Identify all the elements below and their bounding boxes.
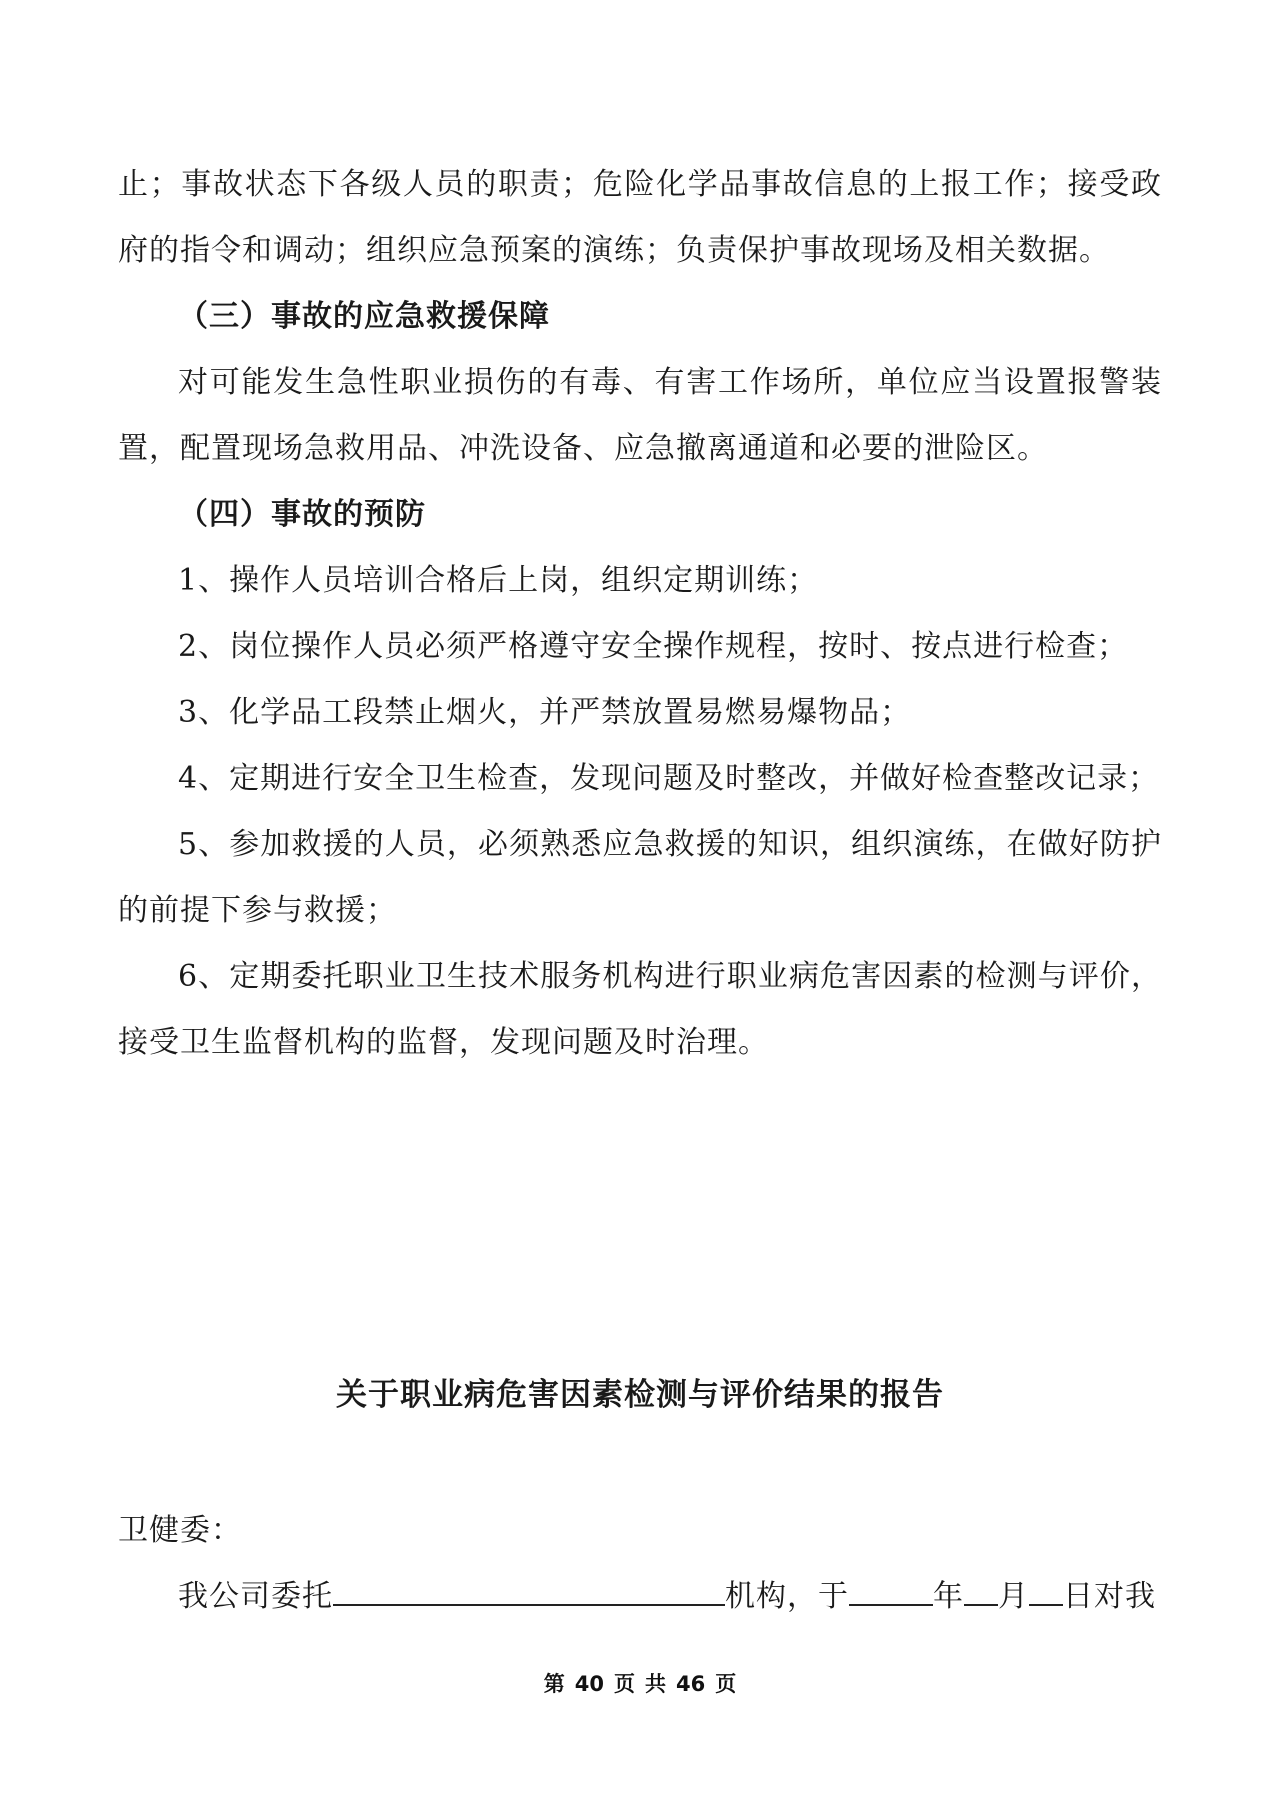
paragraph-continuation: 止；事故状态下各级人员的职责；危险化学品事故信息的上报工作；接受政府的指令和调动；组织应急预案的演练；负责保护事故现场及相关数据。: [118, 167, 1162, 268]
footer-label-total-prefix: 共: [645, 1671, 666, 1696]
form-segment-day: 日对我: [1063, 1579, 1156, 1614]
list-item-3: 3、化学品工段禁止烟火，并严禁放置易燃易爆物品；: [178, 695, 912, 730]
blank-day: [1029, 1576, 1063, 1606]
form-segment-month: 月: [998, 1579, 1029, 1614]
heading-section-4: （四）事故的预防: [178, 498, 426, 531]
list-item-5: 5、参加救援的人员，必须熟悉应急救援的知识，组织演练，在做好防护的前提下参与救援；: [118, 827, 1162, 928]
list-item-6: 6、定期委托职业卫生技术服务机构进行职业病危害因素的检测与评价，接受卫生监督机构的监督，发现问题及时治理。: [118, 959, 1162, 1060]
footer-label-page-unit: 页: [614, 1671, 635, 1696]
footer-label-total-unit: 页: [715, 1671, 737, 1696]
list-item-4: 4、定期进行安全卫生检查，发现问题及时整改，并做好检查整改记录；: [178, 761, 1160, 796]
page-footer: [0, 1668, 1280, 1698]
report-form-line: [118, 1564, 1162, 1630]
footer-current-page: 40: [574, 1672, 604, 1696]
blank-month: [964, 1576, 998, 1606]
form-segment-agency: 机构，于: [725, 1579, 849, 1614]
blank-year: [849, 1576, 933, 1606]
form-segment-company: 我公司委托: [178, 1579, 333, 1614]
blank-agency-name: [333, 1576, 725, 1606]
heading-section-3: （三）事故的应急救援保障: [178, 300, 550, 333]
paragraph-rescue-support: 对可能发生急性职业损伤的有毒、有害工作场所，单位应当设置报警装置，配置现场急救用品、冲洗设备、应急撤离通道和必要的泄险区。: [118, 365, 1162, 466]
report-title: 关于职业病危害因素检测与评价结果的报告: [336, 1377, 944, 1412]
list-item-2: 2、岗位操作人员必须严格遵守安全操作规程，按时、按点进行检查；: [178, 629, 1129, 664]
form-segment-year: 年: [933, 1579, 964, 1614]
list-item-1: 1、操作人员培训合格后上岗，组织定期训练；: [178, 563, 819, 598]
document-body: [118, 152, 1162, 1630]
footer-total-pages: 46: [676, 1672, 706, 1696]
report-salutation: 卫健委：: [118, 1513, 242, 1548]
footer-label-page-prefix: 第: [543, 1671, 565, 1696]
